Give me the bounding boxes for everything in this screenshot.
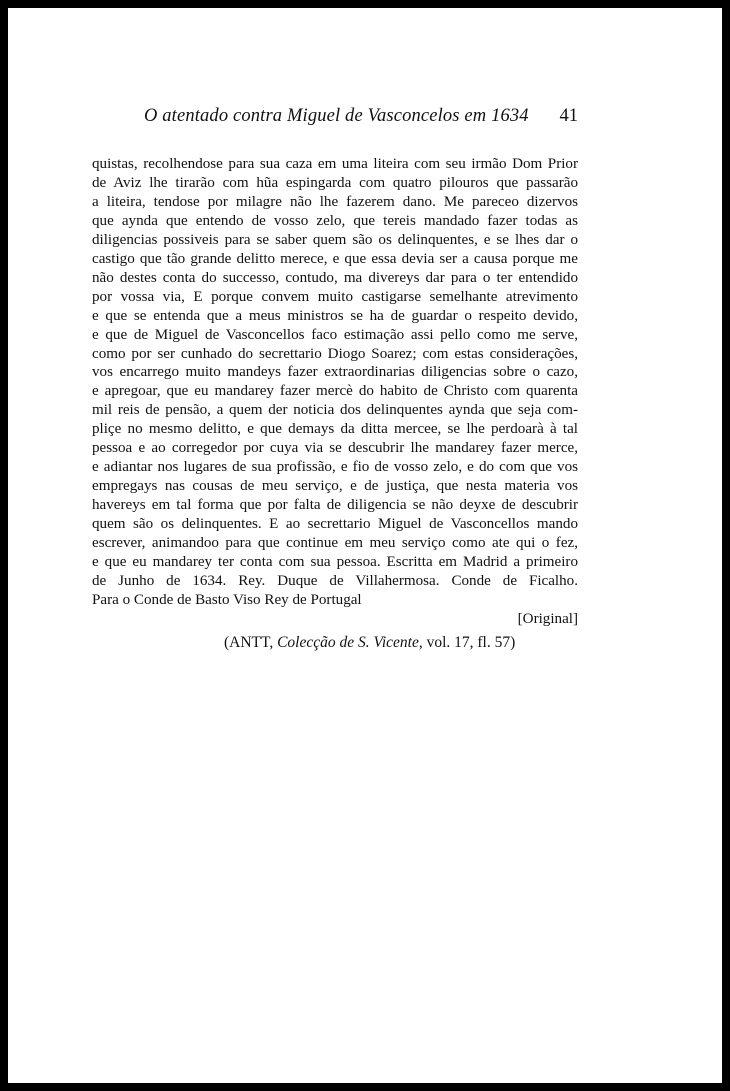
text-line: de Aviz lhe tirarão com hũa espingarda com quatro pilouros que passarão <box>92 174 578 191</box>
text-line: e que de Miguel de Vasconcellos faco estimação assi pello como me serve, <box>92 326 578 343</box>
running-title: O atentado contra Miguel de Vasconcelos em 1634 <box>144 106 529 126</box>
text-line: de Junho de 1634. Rey. Duque de Villahermosa. Conde de Ficalho. <box>92 572 578 589</box>
text-line: que aynda que entendo de vosso zelo, que tereis mandado fazer todas as <box>92 212 578 229</box>
text-line: pessoa e ao corregedor por cuya via se descubrir lhe mandarey fazer merce, <box>92 440 578 457</box>
text-line: quistas, recolhendose para sua caza em uma liteira com seu irmão Dom Prior <box>92 156 578 172</box>
text-line: e que eu mandarey ter conta com sua pessoa. Escritta em Madrid a primeiro <box>92 554 578 571</box>
source-citation <box>224 634 564 652</box>
text-line: escrever, animandoo para que continue em meu serviço como ate qui o fez, <box>92 535 578 552</box>
text-line: Para o Conde de Basto Viso Rey de Portugal <box>92 591 362 608</box>
text-line: mil reis de pensão, a quem der noticia dos delinquentes aynda que seja com- <box>92 402 578 419</box>
text-line: havereys em tal forma que por falta de diligencia se não deyxe de descubrir <box>92 497 578 514</box>
text-line: castigo que tão grande delitto merece, e que essa devia ser a causa porque me <box>92 250 578 267</box>
citation-suffix: , vol. 17, fl. 57) <box>418 634 516 651</box>
document-page <box>8 8 722 1083</box>
text-line: diligencias possiveis para se saber quem são os delinquentes, e se lhes dar o <box>92 231 578 248</box>
text-line: e adiantar nos lugares de sua profissão, e fio de vosso zelo, e do com que vos <box>92 459 578 476</box>
text-line: por vossa via, E porque convem muito castigarse semelhante atrevimento <box>92 288 578 305</box>
text-line: pliçe no mesmo delitto, e que demays da ditta mercee, se lhe perdoarà à tal <box>92 421 578 438</box>
citation-title: Colecção de S. Vicente <box>277 634 419 651</box>
original-note: [Original] <box>517 610 578 627</box>
text-line: e que se entenda que a meus ministros se ha de guardar o respeito devido, <box>92 307 578 324</box>
text-line: a liteira, tendose por milagre não lhe fazerem dano. Me pareceo dizervos <box>92 193 578 210</box>
text-line: empregays nas cousas de meu serviço, e de justiça, que nesta materia vos <box>92 478 578 495</box>
running-head <box>144 106 578 132</box>
citation-prefix: (ANTT, <box>224 634 278 651</box>
text-line: quem são os delinquentes. E ao secrettario Miguel de Vasconcellos mando <box>92 516 578 533</box>
text-line: vos encarrego muito mandeys fazer extraordinarias diligencias sobre o cazo, <box>92 364 578 381</box>
letter-body <box>92 155 578 629</box>
text-line: não destes conta do successo, contudo, ma divereys dar para o ter entendido <box>92 269 578 286</box>
text-line: como por ser cunhado do secrettario Diogo Soarez; com estas considerações, <box>92 345 578 362</box>
text-line: e apregoar, que eu mandarey fazer mercè do habito de Christo com quarenta <box>92 383 578 400</box>
page-number: 41 <box>559 106 578 126</box>
